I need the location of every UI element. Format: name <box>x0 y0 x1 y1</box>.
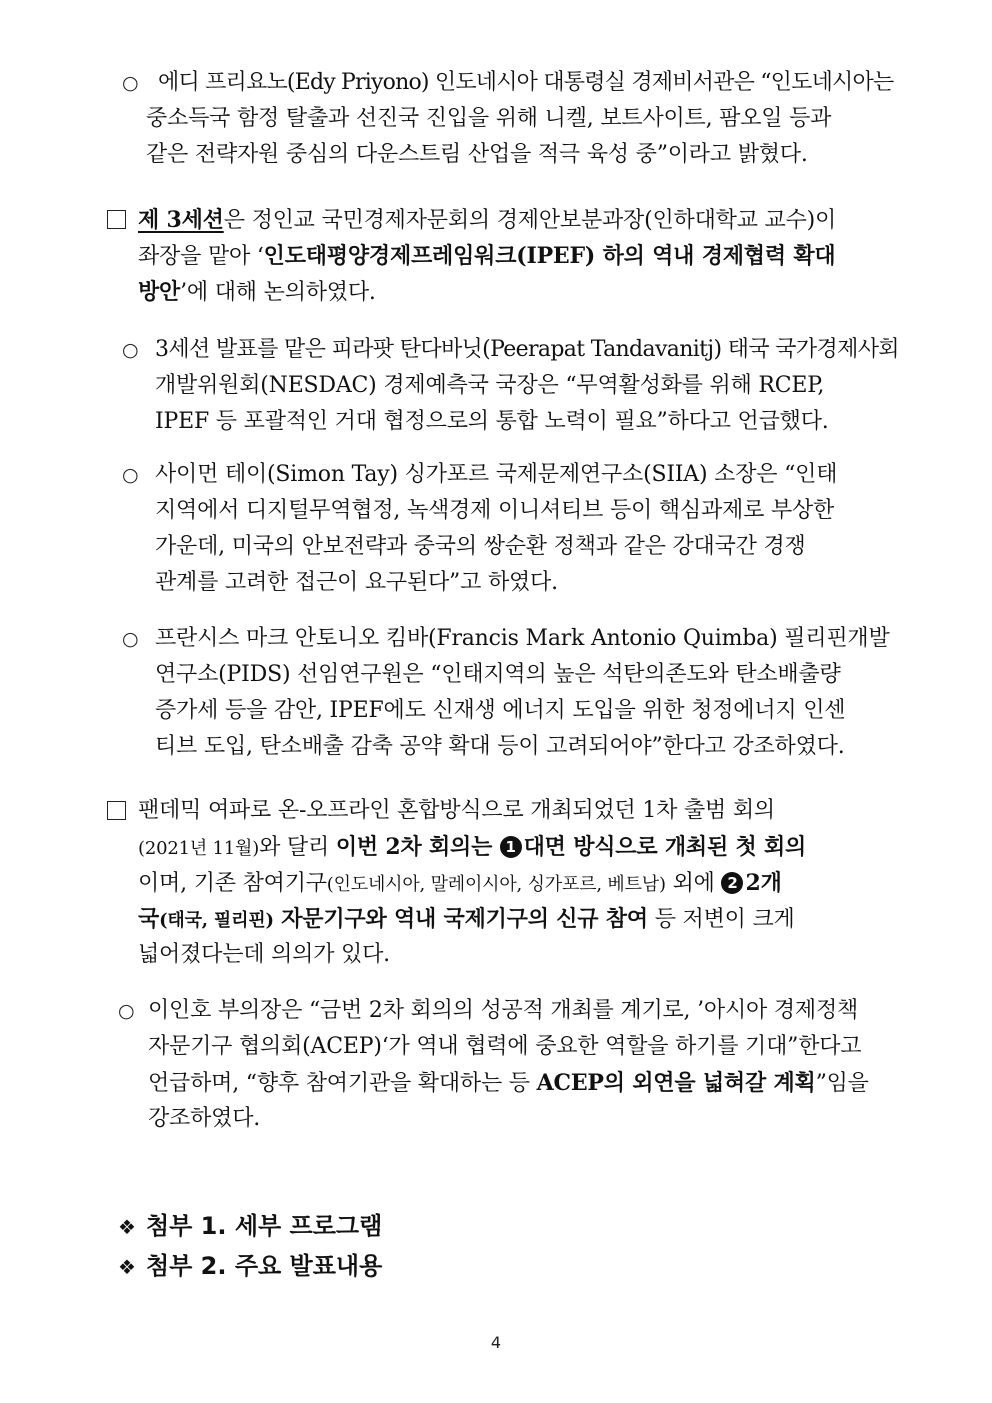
text-span: (인도네시아, 말레이시아, 싱가포르, 베트남) <box>326 874 666 895</box>
text-span: (2021년 11월) <box>138 838 260 859</box>
text-span: ’에 대해 논의하였다. <box>180 280 376 305</box>
text-line: 관계를 고려한 접근이 요구된다”고 하였다. <box>155 570 558 595</box>
emphasis-span: ACEP의 외연을 넓혀갈 계획 <box>536 1070 816 1096</box>
text-line: 가운데, 미국의 안보전략과 중국의 쌍순환 정책과 같은 강대국간 경쟁 <box>155 534 806 559</box>
session-title: 제 3세션 <box>138 207 224 233</box>
text-line <box>138 902 795 936</box>
bullet-circle-icon: ○ <box>122 464 139 486</box>
text-line <box>148 1066 869 1100</box>
emphasis-span: 이번 2차 회의는 <box>335 834 500 860</box>
text-line: 자문기구 협의회(ACEP)‘가 역내 협력에 중요한 역할을 하기를 기대”한다고 <box>148 1034 862 1059</box>
text-line: 프란시스 마크 안토니오 킴바(Francis Mark Antonio Quimba) 필리핀개발 <box>155 626 890 651</box>
number-badge-icon: 2 <box>721 872 743 894</box>
text-span: ”임을 <box>815 1071 869 1096</box>
text-line: 3세션 발표를 맡은 피라팟 탄다바닛(Peerapat Tandavanitj) 태국 국가경제사회 <box>155 337 899 362</box>
text-span: 언급하며, “향후 참여기관을 확대하는 등 <box>148 1071 537 1096</box>
text-line: 강조하였다. <box>148 1106 261 1131</box>
emphasis-span: 자문기구와 역내 국제기구의 신규 참여 <box>273 906 648 932</box>
text-span: 외에 <box>665 871 722 896</box>
text-line: 연구소(PIDS) 선임연구원은 “인태지역의 높은 석탄의존도와 탄소배출량 <box>155 662 841 687</box>
emphasis-span: (태국, 필리핀) <box>159 910 274 931</box>
checkbox-square-icon <box>107 801 126 820</box>
text-line: 팬데믹 여파로 온-오프라인 혼합방식으로 개최되었던 1차 출범 회의 <box>138 798 775 823</box>
text-line: 티브 도입, 탄소배출 감축 공약 확대 등이 고려되어야”한다고 강조하였다. <box>155 734 845 759</box>
text-span: 등 저변이 크게 <box>647 907 795 932</box>
attachment-item <box>118 1208 382 1245</box>
bullet-circle-icon: ○ <box>122 339 139 361</box>
text-line: 증가세 등을 감안, IPEF에도 신재생 에너지 도입을 위한 청정에너지 인센 <box>155 698 846 723</box>
emphasis-span: 인도태평양경제프레임워크(IPEF) 하의 역내 경제협력 확대 <box>263 243 836 269</box>
text-line: 중소득국 함정 탈출과 선진국 진입을 위해 니켈, 보트사이트, 팜오일 등과 <box>146 106 832 131</box>
text-line <box>138 203 836 237</box>
emphasis-span: 방안 <box>138 279 181 305</box>
page-number: 4 <box>490 1333 502 1352</box>
checkbox-square-icon <box>107 210 126 229</box>
attachment-label: 첨부 1. 세부 프로그램 <box>145 1212 383 1240</box>
number-badge-icon: 1 <box>500 836 522 858</box>
text-line <box>138 866 782 900</box>
bullet-circle-icon: ○ <box>122 72 139 94</box>
bullet-circle-icon: ○ <box>118 1000 135 1022</box>
text-span: 와 달리 <box>259 835 336 860</box>
text-line: 같은 전략자원 중심의 다운스트림 산업을 적극 육성 중”이라고 밝혔다. <box>146 142 808 167</box>
text-line: IPEF 등 포괄적인 거대 협정으로의 통합 노력이 필요”하다고 언급했다. <box>155 409 829 434</box>
text-line: 넓어졌다는데 의의가 있다. <box>138 942 390 967</box>
text-line: 사이먼 테이(Simon Tay) 싱가포르 국제문제연구소(SIIA) 소장은 “인태 <box>155 462 838 487</box>
bullet-circle-icon: ○ <box>122 628 139 650</box>
text-span: 좌장을 맡아 ‘ <box>138 244 264 269</box>
emphasis-span: 대면 방식으로 개최된 첫 회의 <box>523 834 807 860</box>
emphasis-span: 국 <box>138 906 160 932</box>
attachment-item <box>118 1248 382 1285</box>
text-span: 은 정인교 국민경제자문회의 경제안보분과장(인하대학교 교수)이 <box>223 208 837 233</box>
text-line: 이인호 부의장은 “금번 2차 회의의 성공적 개최를 계기로, ’아시아 경제정책 <box>148 998 859 1023</box>
diamond-bullet-icon: ❖ <box>118 1215 136 1239</box>
text-line: 에디 프리요노(Edy Priyono) 인도네시아 대통령실 경제비서관은 “인도네시아는 <box>158 70 894 95</box>
text-line <box>138 830 806 864</box>
text-line <box>138 275 376 309</box>
text-line <box>138 239 835 273</box>
text-line: 지역에서 디지털무역협정, 녹색경제 이니셔티브 등이 핵심과제로 부상한 <box>155 498 835 523</box>
emphasis-span: 2개 <box>745 870 782 896</box>
text-line: 개발위원회(NESDAC) 경제예측국 국장은 “무역활성화를 위해 RCEP, <box>155 373 825 398</box>
text-span: 이며, 기존 참여기구 <box>138 871 327 896</box>
diamond-bullet-icon: ❖ <box>118 1255 136 1279</box>
attachment-label: 첨부 2. 주요 발표내용 <box>145 1252 383 1280</box>
